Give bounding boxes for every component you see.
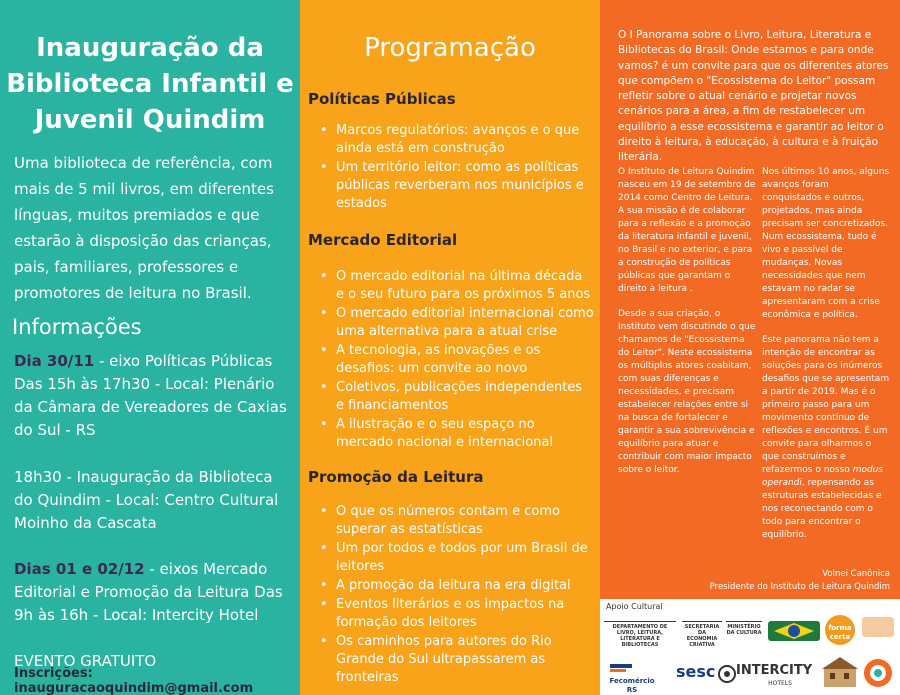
free-event-label: EVENTO GRATUITO: [14, 652, 157, 670]
ecosystem-paragraph: Desde a sua criação, o Instituto vem discutindo o que chamamos de "Ecossistema do Leitor". Neste ecossistema os múltiplos atores coabitam, com suas diferenças e necessidades, e precisam estabelecer relações entre si na busca de fortalecer e garantir a sua sobrevivência e equilíbrio para atuar e contribuir com maior impacto sobre o leitor.: [618, 309, 756, 475]
sponsors-panel: [600, 599, 900, 695]
intercity-sub: HOTELS: [768, 680, 792, 687]
ministry-dept-logo: DEPARTAMENTO DE LIVRO, LEITURA, LITERATURA E BIBLIOTECAS: [604, 621, 676, 648]
day1-block: [14, 350, 296, 442]
sponsors-label: Apoio Cultural: [606, 602, 663, 611]
list-item: • Eventos literários e os impactos na formação dos leitores: [314, 596, 594, 632]
day2-label: Dias 01 e 02/12: [14, 560, 145, 578]
panorama-paragraph: [762, 334, 890, 542]
section-heading: Promoção da Leitura: [308, 468, 484, 486]
fecomercio-logo: Fecomércio RS: [609, 677, 655, 694]
about-right-column: [762, 166, 890, 554]
section-list: [314, 122, 594, 214]
list-item: • Um por todos e todos por um Brasil de leitores: [314, 540, 594, 576]
forma-certa-logo: [822, 613, 858, 647]
about-column: [600, 0, 900, 695]
intercity-logo: INTERCITY: [736, 663, 813, 678]
signature-role: Presidente do Instituto de Leitura Quindim: [709, 582, 890, 592]
about-left-column: [618, 166, 758, 489]
day2-block: [14, 558, 296, 627]
program-column: [300, 0, 600, 695]
info-heading: Informações: [12, 315, 142, 339]
panorama-text-b: , repensando as estruturas estabelecidas e nos reconectando com o todo para encontrar o equilíbrio.: [762, 478, 882, 540]
list-item: • Os caminhos para autores do Rio Grande do Sul ultrapassarem as fronteiras: [314, 633, 594, 687]
list-item: • Coletivos, publicações independentes e financiamentos: [314, 379, 594, 415]
ministry-culture-logo: MINISTÉRIO DA CULTURA: [726, 621, 762, 636]
section-heading: Mercado Editorial: [308, 231, 458, 249]
signature-name: Volnei Canônica: [822, 569, 890, 579]
forma-certa-label: forma certa: [828, 624, 852, 641]
advances-paragraph: Nos últimos 10 anos, alguns avanços foram conquistados e outros, projetados, mas ainda precisam ser concretizados. Num ecossistema, tudo é vivo e passível de mudanças. Novas necessidades que nem estavam no radar se apresentaram com a crise econômica e política.: [762, 167, 890, 320]
registration-email[interactable]: Inscrições: inauguracaoquindim@gmail.com: [14, 666, 254, 695]
program-title: Programação: [364, 33, 536, 63]
list-item: • O que os números contam e como superar as estatísticas: [314, 503, 594, 539]
panorama-text-a: Este panorama não tem a intenção de encontrar as soluções para os inúmeros desafios que se apresentam a partir de 2019. Mas é o primeiro passo para um movimento contínuo de reflexões e encontros. É um convite para olharmos o que construímos e refazermos o nosso: [762, 335, 890, 475]
list-item: • O mercado editorial internacional como uma alternativa para a atual crise: [314, 305, 594, 341]
fecomercio-icon: [610, 661, 640, 675]
day1-text: - eixo Políticas Públicas Das 15h às 17h30 - Local: Plenário da Câmara de Vereadores de Caxias do Sul - RS: [14, 352, 287, 439]
panorama-text-em: modus operandi: [762, 465, 884, 488]
info-column: [0, 0, 300, 695]
inauguration-text: 18h30 - Inauguração da Biblioteca do Quindim - Local: Centro Cultural Moinho da Cascata: [14, 468, 279, 532]
brazil-flag-logo: [768, 617, 820, 645]
forma-certa-tagline: [862, 617, 894, 637]
list-item: • A promoção da leitura na era digital: [314, 577, 594, 595]
list-item: • Um território leitor: como as políticas públicas reverberam nos municípios e estados: [314, 159, 594, 213]
event-title: Inauguração da Biblioteca Infantil e Juvenil Quindim: [6, 33, 294, 135]
intercity-icon: [718, 665, 736, 683]
day1-label: Dia 30/11: [14, 352, 95, 370]
day2-text: - eixos Mercado Editorial e Promoção da Leitura Das 9h às 16h - Local: Intercity Hotel: [14, 560, 283, 624]
section-list: [314, 503, 594, 688]
panorama-intro: O I Panorama sobre o Livro, Leitura, Literatura e Bibliotecas do Brasil: Onde estamos e para onde vamos? é um convite para que os diferentes atores que compõem o "Ecossistema do Leitor" possam refletir sobre o atual cenário e projetar novos cenários para a área, a fim de restabelecer um equilíbrio a esse ecossistema e garantir ao leitor o direito à leitura, à educação, à cultura e à fruição literária.: [618, 29, 889, 164]
quindim-badge-icon: [862, 657, 894, 689]
list-item: • O mercado editorial na última década e o seu futuro para os próximos 5 anos: [314, 268, 594, 304]
list-item: • A tecnologia, as inovações e os desafios: um convite ao novo: [314, 342, 594, 378]
list-item: • Marcos regulatórios: avanços e o que ainda está em construção: [314, 122, 594, 158]
list-item: • A ilustração e o seu espaço no mercado nacional e internacional: [314, 416, 594, 452]
intro-text: Uma biblioteca de referência, com mais de 5 mil livros, em diferentes línguas, muitos premiados e que estarão à disposição das crianças, pais, familiares, professores e promotores de leitura no Brasil.: [14, 154, 274, 302]
moinho-building-icon: [822, 657, 858, 689]
section-heading: Políticas Públicas: [308, 90, 456, 108]
creative-economy-logo: SECRETARIA DA ECONOMIA CRIATIVA: [682, 621, 722, 648]
sesc-logo: sesc: [676, 662, 716, 681]
institute-paragraph: O Instituto de Leitura Quindim nasceu em 19 de setembro de 2014 como Centro de Leitura. A sua missão é de colaborar para a reflexão e a promoção da literatura infantil e juvenil, no Brasil e no exterior, e para a construção de políticas públicas que garantam o direito à leitura .: [618, 167, 756, 294]
signature: [710, 568, 890, 594]
section-list: [314, 268, 594, 453]
